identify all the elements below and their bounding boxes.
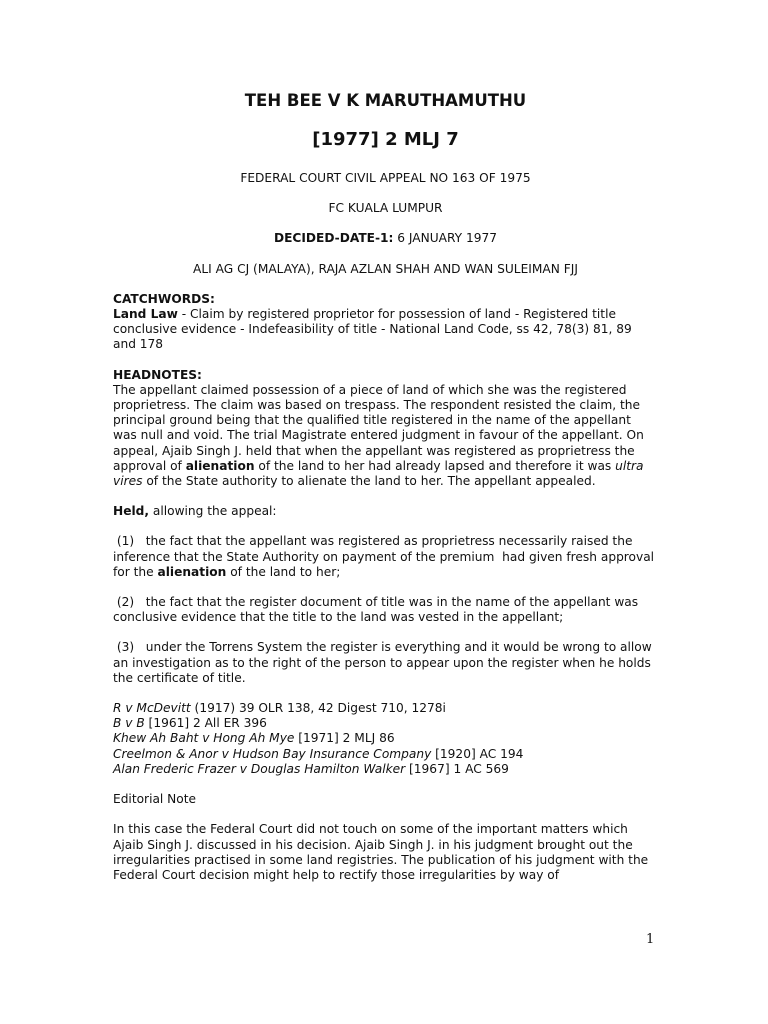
case-cite: [1967] 1 AC 569 (405, 761, 509, 776)
holding-1 (113, 534, 658, 580)
document-content (113, 90, 658, 883)
holding-1-text: (1) the fact that the appellant was registered as proprietress necessarily raised the inference that the State Authority on payment of the premium had given fresh approval for the (113, 534, 658, 579)
editorial-note-text: In this case the Federal Court did not touch on some of the important matters which Ajaib Singh J. discussed in his decision. Ajaib Singh J. in his judgment brought out the irregularities practised in some land registries. The publication of his judgment with the Federal Court decision might help to rectify those irregularities by way of (113, 822, 649, 882)
case-cite: [1961] 2 All ER 396 (144, 716, 267, 731)
court-place-line: FC KUALA LUMPUR (328, 201, 443, 216)
headnotes-text-1: The appellant claimed possession of a piece of land of which she was the registered proprietress. The claim was based on trespass. The respondent resisted the claim, the principal ground being that the qualified title registered in the name of the appellant was null and void. The trial Magistrate entered judgment in favour of the appellant. On appeal, Ajaib Singh J. held that when the appellant was registered as proprietress the approval of (113, 382, 644, 473)
held-text: allowing the appeal: (149, 504, 277, 519)
case-name: Creelmon & Anor v Hudson Bay Insurance Company (113, 746, 432, 761)
judges-line: ALI AG CJ (MALAYA), RAJA AZLAN SHAH AND WAN SULEIMAN FJJ (193, 261, 578, 276)
headnotes-heading: HEADNOTES: (113, 367, 202, 382)
decided-date-line (113, 231, 658, 246)
case-item (113, 716, 658, 731)
catchwords-body: - Claim by registered proprietor for possession of land - Registered title conclusive evidence - Indefeasibility of title - National Land Code, ss 42, 78(3) 81, 89 and 178 (113, 307, 632, 352)
case-cite: [1920] AC 194 (431, 746, 524, 761)
cases-list (113, 701, 658, 777)
holding-3: (3) under the Torrens System the register is everything and it would be wrong to allow an investigation as to the right of the person to appear upon the register when he holds the certificate of title. (113, 640, 656, 685)
case-item (113, 701, 658, 716)
held-label: Held, (113, 504, 149, 519)
catchwords-topic: Land Law (113, 307, 178, 322)
holding-1-keyword: alienation (157, 564, 227, 579)
editorial-note-heading: Editorial Note (113, 792, 197, 807)
headnotes-italic: ultra vires (113, 458, 644, 489)
headnotes-paragraph (113, 383, 658, 489)
catchwords-text (113, 307, 658, 353)
headnotes-text-3: of the State authority to alienate the land to her. The appellant appealed. (142, 474, 596, 489)
decided-date-value: 6 JANUARY 1977 (393, 231, 498, 246)
headnotes-keyword: alienation (185, 458, 255, 473)
case-title: TEH BEE V K MARUTHAMUTHU (244, 91, 527, 110)
case-cite: (1917) 39 OLR 138, 42 Digest 710, 1278i (190, 701, 446, 716)
case-name: Alan Frederic Frazer v Douglas Hamilton Walker (113, 761, 406, 776)
case-name: R v McDevitt (113, 701, 191, 716)
page-number: 1 (646, 932, 655, 947)
holding-1-end: of the land to her; (226, 564, 341, 579)
case-item (113, 747, 658, 762)
case-name: Khew Ah Baht v Hong Ah Mye (113, 731, 295, 746)
holding-2: (2) the fact that the register document of title was in the name of the appellant was conclusive evidence that the title to the land was vested in the appellant; (113, 595, 642, 625)
case-citation: [1977] 2 MLJ 7 (312, 129, 459, 150)
court-appeal-line: FEDERAL COURT CIVIL APPEAL NO 163 OF 1975 (240, 171, 531, 185)
decided-date-label: DECIDED-DATE-1: (273, 231, 394, 246)
catchwords-heading: CATCHWORDS: (113, 291, 215, 306)
case-cite: [1971] 2 MLJ 86 (294, 731, 395, 746)
case-item (113, 731, 658, 746)
case-name: B v B (113, 716, 145, 731)
case-item (113, 762, 658, 777)
headnotes-text-2: of the land to her had already lapsed and therefore it was (254, 458, 616, 473)
held-line (113, 504, 658, 519)
